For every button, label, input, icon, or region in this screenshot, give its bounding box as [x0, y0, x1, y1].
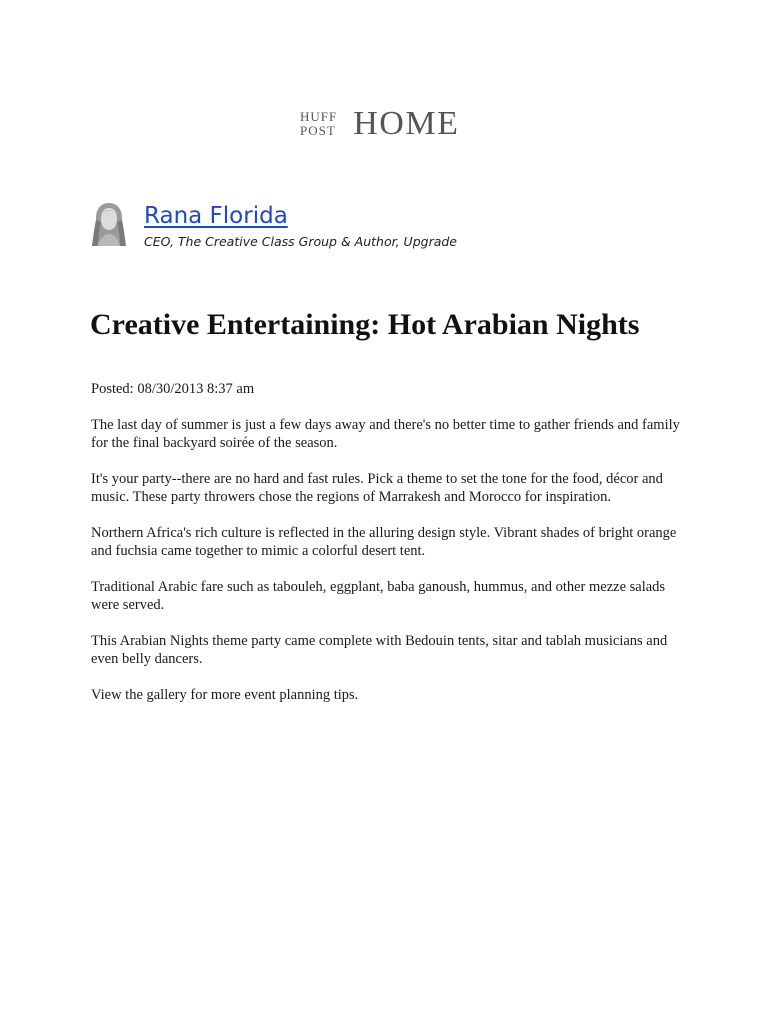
logo-line-huff: HUFF [300, 109, 338, 124]
huffpost-logo[interactable] [300, 110, 337, 138]
author-name-link[interactable]: Rana Florida [144, 203, 288, 229]
section-title[interactable]: HOME [353, 105, 460, 142]
article-paragraph: Traditional Arabic fare such as tabouleh, eggplant, baba ganoush, hummus, and other mezze salads were served. [91, 579, 666, 613]
article-paragraph: The last day of summer is just a few days away and there's no better time to gather friends and family for the final backyard soirée of the season. [91, 417, 680, 451]
author-details [144, 200, 457, 249]
author-byline [90, 200, 457, 249]
article-paragraph: Northern Africa's rich culture is reflected in the alluring design style. Vibrant shades of bright orange and fuchsia came together to mimic a colorful desert tent. [91, 525, 677, 559]
posted-date: Posted: 08/30/2013 8:37 am [91, 381, 255, 397]
article-paragraph: View the gallery for more event planning tips. [91, 687, 359, 703]
article-paragraph: This Arabian Nights theme party came complete with Bedouin tents, sitar and tablah musicians and even belly dancers. [91, 633, 668, 667]
article-paragraph: It's your party--there are no hard and fast rules. Pick a theme to set the tone for the food, décor and music. These party throwers chose the regions of Marrakesh and Morocco for inspiration. [91, 471, 663, 505]
masthead [300, 106, 459, 142]
article-body [91, 380, 681, 722]
article-title: Creative Entertaining: Hot Arabian Nights [90, 308, 640, 341]
author-role: CEO, The Creative Class Group & Author, Upgrade [144, 234, 457, 249]
author-avatar[interactable] [90, 200, 128, 248]
logo-line-post: POST [300, 123, 336, 138]
